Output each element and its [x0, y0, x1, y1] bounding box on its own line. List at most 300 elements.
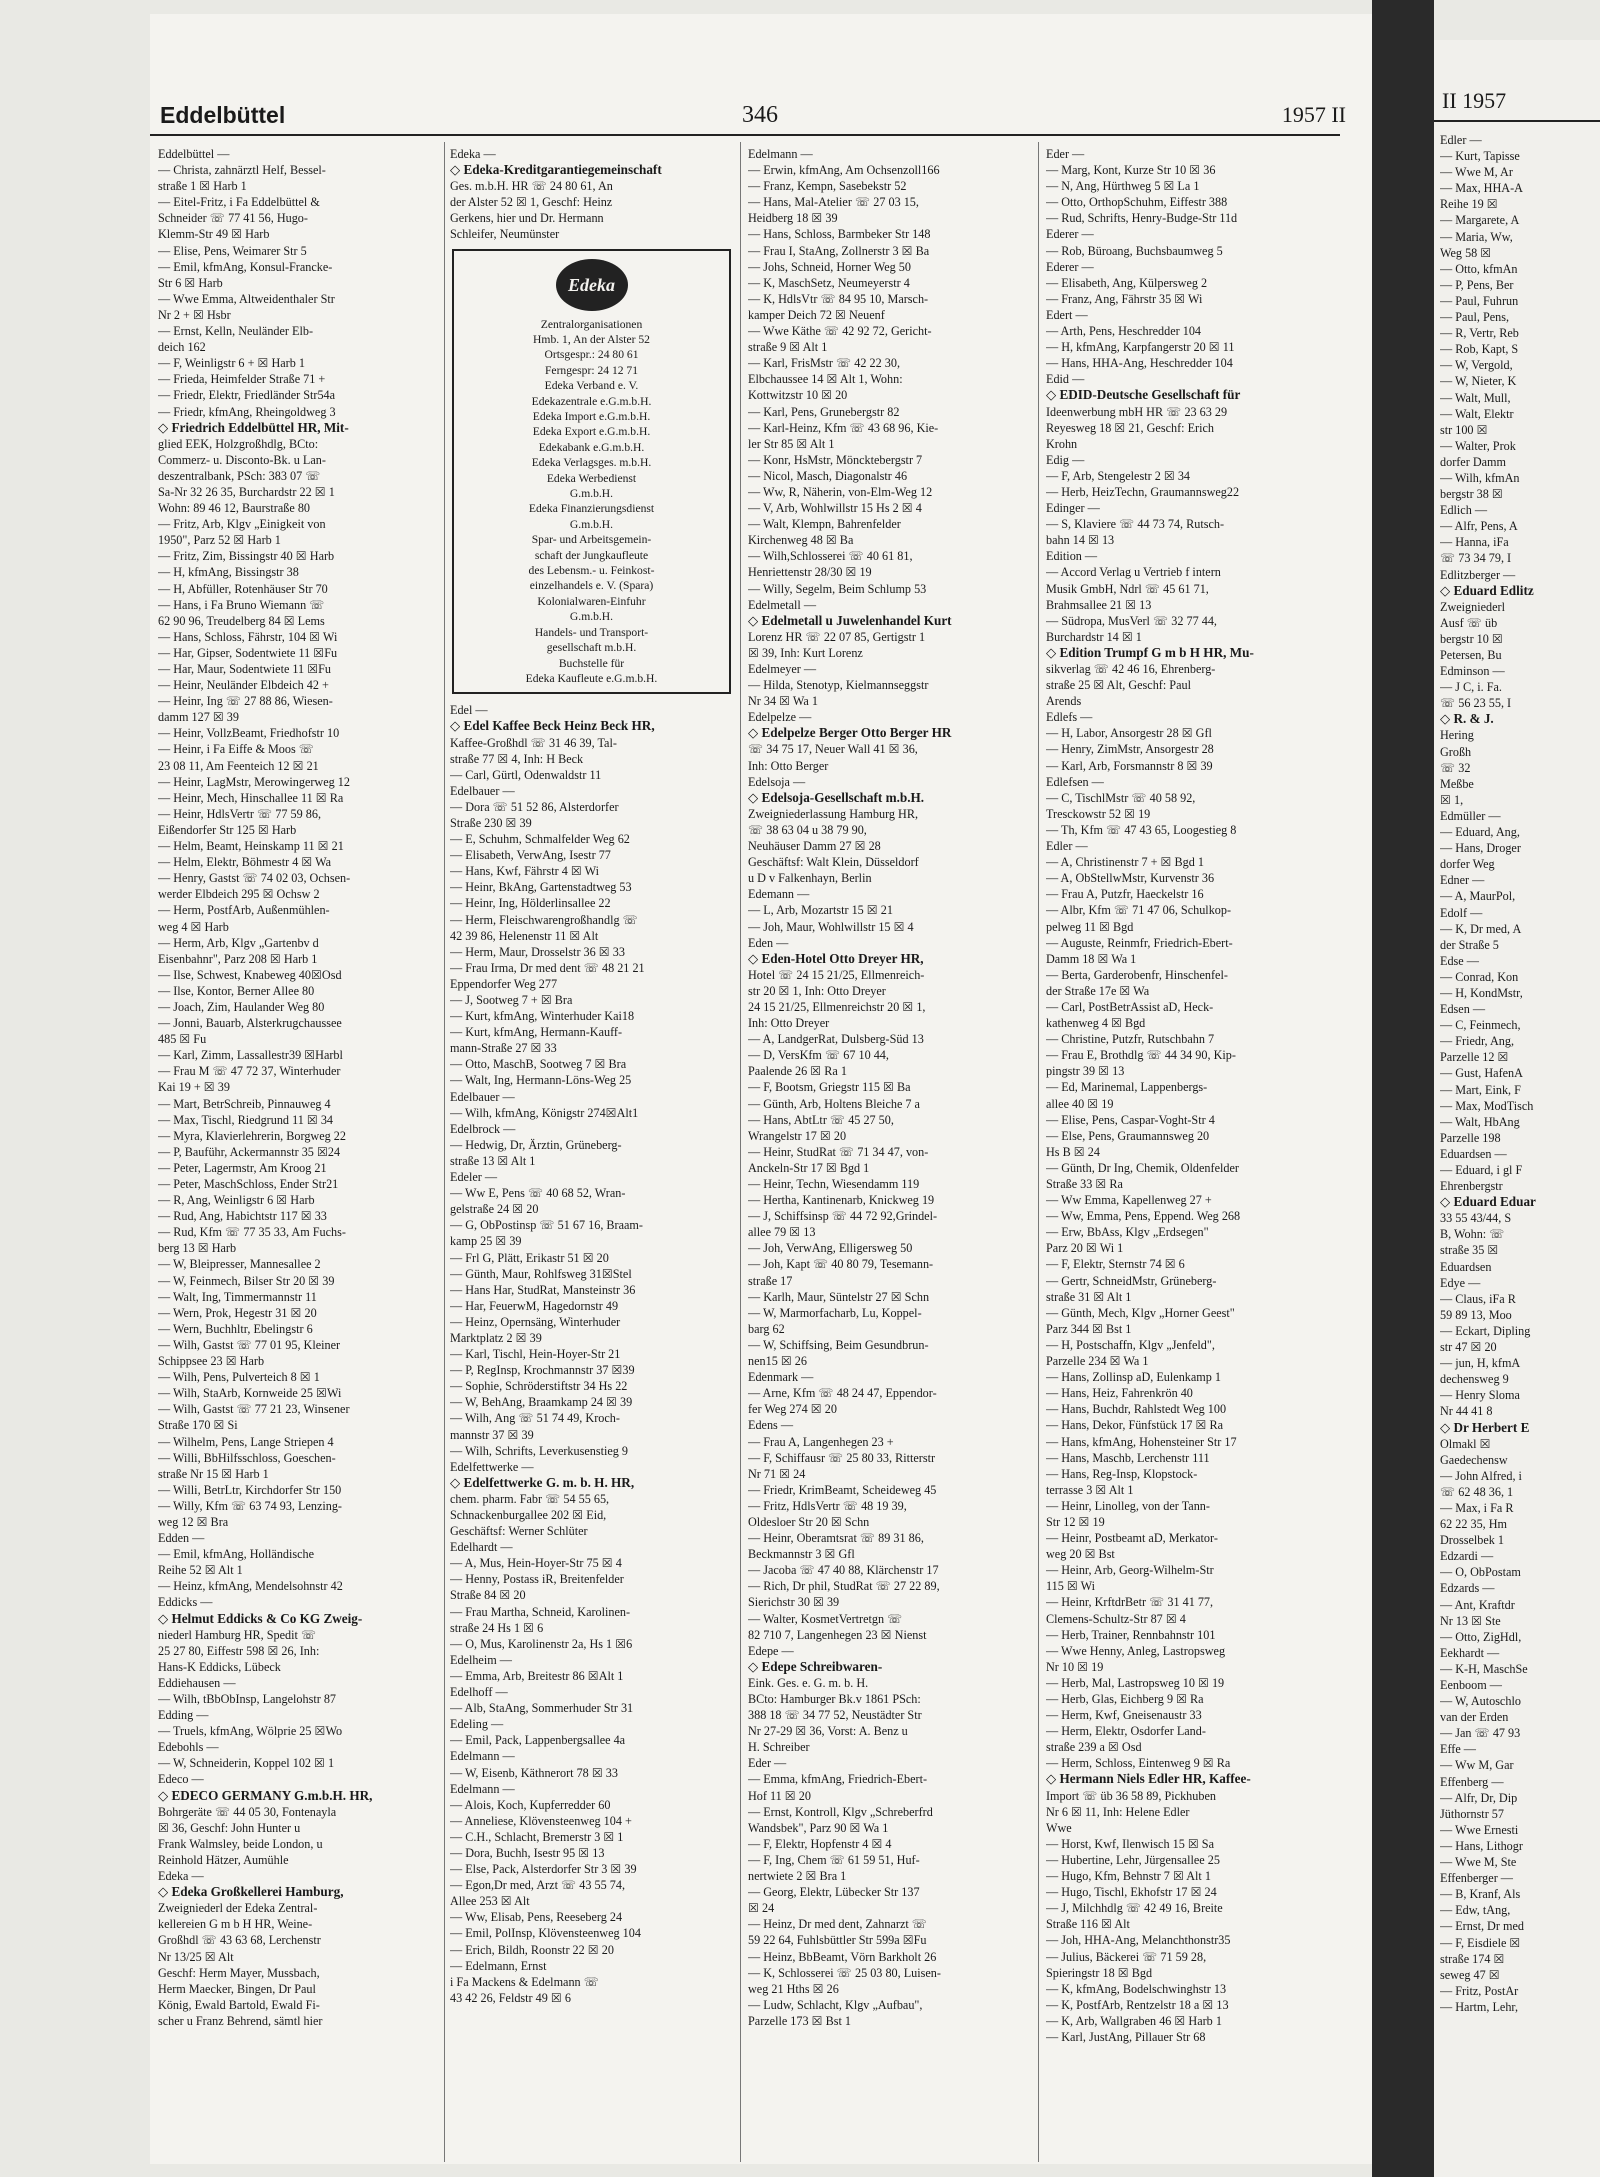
entry-line: — F, Weinligstr 6 + ☒ Harb 1	[158, 356, 305, 371]
entry-line: — J, Milchhdlg ☏ 42 49 16, Breite	[1046, 1901, 1223, 1916]
entry-line: Edeka Finanzierungsdienst	[528, 502, 655, 516]
entry-line: — Alois, Koch, Kupferredder 60	[450, 1797, 611, 1812]
entry-line: Meßbe	[1440, 776, 1474, 791]
entry-line: Kaffee-Großhdl ☏ 31 46 39, Tal-	[450, 735, 617, 750]
entry-line: dorfer Weg	[1440, 857, 1495, 872]
edeka-logo: Edeka	[556, 259, 628, 311]
entry-line: Eisenbahnr", Parz 208 ☒ Harb 1	[158, 951, 318, 966]
entry-line: Ges. m.b.H. HR ☏ 24 80 61, An	[450, 179, 613, 194]
entry-line: — C, TischlMstr ☏ 40 58 92,	[1046, 790, 1196, 805]
entry-line: — Ant, Kraftdr	[1440, 1597, 1515, 1612]
entry-line: — N, Ang, Hürthweg 5 ☒ La 1	[1046, 179, 1200, 194]
entry-line: Edekazentrale e.G.m.b.H.	[531, 394, 652, 408]
entry-line: Reinhold Hätzer, Aumühle	[158, 1852, 289, 1867]
entry-line: Klemm-Str 49 ☒ Harb	[158, 227, 270, 242]
facing-page	[1434, 40, 1600, 2177]
entry-line: Edinger —	[1046, 501, 1100, 516]
entry-line: Edens —	[748, 1418, 794, 1433]
entry-line: — H, Abfüller, Rotenhäuser Str 70	[158, 581, 328, 596]
entry-line: ◇ Eden-Hotel Otto Dreyer HR,	[748, 950, 924, 966]
entry-line: ◇ Edepe Schreibwaren-	[748, 1658, 883, 1674]
entry-line: Straße 170 ☒ Si	[158, 1418, 238, 1433]
entry-line: — Hans, Droger	[1440, 841, 1521, 856]
entry-line: — Max, HHA-A	[1440, 181, 1523, 196]
entry-line: str 47 ☒ 20	[1440, 1340, 1497, 1355]
entry-line: Bohrgeräte ☏ 44 05 30, Fontenayla	[158, 1804, 337, 1819]
entry-line: — Har, FeuerwM, Hagedornstr 49	[450, 1298, 619, 1313]
entry-line: niederl Hamburg HR, Spedit ☏	[158, 1627, 317, 1642]
entry-line: — Joh, VerwAng, Elligersweg 50	[748, 1241, 913, 1256]
entry-line: — Frau A, Langenhegen 23 +	[748, 1434, 894, 1449]
entry-line: Edzards —	[1440, 1581, 1495, 1596]
entry-line: — Herb, Glas, Eichberg 9 ☒ Ra	[1046, 1692, 1204, 1706]
entry-line: weg 21 Hths ☒ 26	[748, 1981, 839, 1996]
entry-line: — Walt, HbAng	[1440, 1114, 1520, 1129]
entry-line: Edelmetall —	[748, 597, 817, 612]
entry-line: — Elisabeth, Ang, Külpersweg 2	[1046, 275, 1208, 290]
entry-line: Eduardsen —	[1440, 1146, 1507, 1161]
entry-line: — Wilh, Ang ☏ 51 74 49, Kroch-	[450, 1411, 620, 1426]
entry-line: — Karl-Heinz, Kfm ☏ 43 68 96, Kie-	[748, 420, 939, 435]
entry-line: — A, ObStellwMstr, Kurvenstr 36	[1046, 871, 1215, 886]
entry-line: Edner —	[1440, 873, 1485, 888]
entry-line: Straße 84 ☒ 20	[450, 1588, 526, 1603]
entry-line: Parzelle 198	[1440, 1130, 1501, 1145]
entry-line: — Albr, Kfm ☏ 71 47 06, Schulkop-	[1046, 903, 1232, 918]
entry-line: — Henry Sloma	[1440, 1388, 1520, 1403]
entry-line: — Hartm, Lehr,	[1440, 1999, 1519, 2014]
entry-line: — Hubertine, Lehr, Jürgensallee 25	[1046, 1852, 1220, 1867]
page-number: 346	[742, 102, 778, 128]
entry-line: — Paul, Pens,	[1440, 310, 1510, 325]
entry-line: — Alfr, Pens, A	[1440, 519, 1518, 534]
entry-line: Paalende 26 ☒ Ra 1	[748, 1064, 847, 1079]
entry-line: Edeka —	[158, 1869, 204, 1884]
entry-line: — Hans, Schloss, Fährstr, 104 ☒ Wi	[158, 629, 338, 644]
entry-line: — Wwe Emma, Altweidenthaler Str	[158, 291, 335, 306]
entry-line: ☏ 56 23 55, I	[1440, 696, 1512, 711]
entry-line: — Conrad, Kon	[1440, 969, 1519, 984]
entry-line: — Franz, Ang, Fährstr 35 ☒ Wi	[1046, 291, 1203, 306]
entry-line: ☒ 1,	[1440, 792, 1464, 807]
entry-line: 59 89 13, Moo	[1440, 1307, 1512, 1322]
entry-line: — Herm, Kwf, Gneisenaustr 33	[1046, 1708, 1202, 1723]
entry-line: 59 22 64, Fuhlsbüttler Str 599a ☒Fu	[748, 1933, 927, 1948]
entry-line: Nr 13 ☒ Ste	[1440, 1613, 1501, 1628]
entry-line: — B, Kranf, Als	[1440, 1887, 1521, 1902]
entry-line: — Heinr, Mech, Hinschallee 11 ☒ Ra	[158, 790, 344, 805]
entry-line: — Heinr, LagMstr, Merowingerweg 12	[158, 774, 350, 789]
entry-line: straße 24 Hs 1 ☒ 6	[450, 1620, 544, 1635]
header-rule	[150, 134, 1340, 136]
entry-line: — K, Schlosserei ☏ 25 03 80, Luisen-	[748, 1965, 941, 1980]
entry-line: Großh	[1440, 744, 1472, 759]
entry-line: — Wilh, kfmAn	[1440, 470, 1520, 485]
entry-line: Edelbauer —	[450, 1089, 515, 1104]
entry-line: — Hugo, Kfm, Behnstr 7 ☒ Alt 1	[1046, 1869, 1211, 1884]
entry-line: — P, Pens, Ber	[1440, 277, 1514, 292]
entry-line: 115 ☒ Wi	[1046, 1579, 1096, 1594]
entry-line: 62 90 96, Treudelberg 84 ☒ Lems	[158, 613, 325, 628]
entry-line: — Alfr, Dr, Dip	[1440, 1790, 1518, 1805]
entry-line: Effenberg —	[1440, 1774, 1504, 1789]
entry-line: — Fritz, Zim, Bissingstr 40 ☒ Harb	[158, 549, 335, 564]
entry-line: Eenboom —	[1440, 1678, 1502, 1692]
entry-line: — H, KondMstr,	[1440, 985, 1523, 1000]
entry-line: Edmüller —	[1440, 808, 1501, 823]
entry-line: — A, MaurPol,	[1440, 889, 1516, 904]
entry-line: — Heinr, KrftdrBetr ☏ 31 41 77,	[1046, 1595, 1214, 1610]
entry-line: Edeka Verband e. V.	[544, 379, 639, 393]
entry-line: — C.H., Schlacht, Bremerstr 3 ☒ 1	[450, 1829, 624, 1844]
entry-line: — Rud, Ang, Habichtstr 117 ☒ 33	[158, 1209, 327, 1224]
entry-line: Anckeln-Str 17 ☒ Bgd 1	[748, 1160, 870, 1175]
entry-line: Ehrenbergstr	[1440, 1179, 1503, 1194]
entry-line: — Friedr, Ang,	[1440, 1034, 1514, 1049]
entry-line: — Berta, Garderobenfr, Hinschenfel-	[1046, 967, 1228, 982]
entry-line: — Myra, Klavierlehrerin, Borgweg 22	[158, 1128, 346, 1143]
entry-line: Import ☏ üb 36 58 89, Pickhuben	[1046, 1788, 1216, 1803]
entry-line: H. Schreiber	[748, 1740, 810, 1755]
entry-line: — G, ObPostinsp ☏ 51 67 16, Braam-	[450, 1218, 643, 1233]
entry-line: — Wern, Prok, Hegestr 31 ☒ 20	[158, 1305, 317, 1320]
entry-line: 24 15 21/25, Ellmenreichstr 20 ☒ 1,	[748, 999, 926, 1014]
entry-line: dechensweg 9	[1440, 1372, 1509, 1387]
entry-line: berg 13 ☒ Harb	[158, 1241, 237, 1256]
entry-line: ◇ Edelsoja-Gesellschaft m.b.H.	[748, 789, 925, 805]
entry-line: — Wilh, Schrifts, Leverkusenstieg 9	[450, 1443, 629, 1458]
entry-line: — L, Arb, Mozartstr 15 ☒ 21	[748, 903, 893, 918]
entry-line: 25 27 80, Eiffestr 598 ☒ 26, Inh:	[158, 1643, 320, 1658]
entry-line: Nr 10 ☒ 19	[1046, 1659, 1104, 1674]
entry-line: — Herm, Arb, Klgv „Gartenbv d	[158, 935, 319, 950]
entry-line: — Paul, Fuhrun	[1440, 293, 1519, 308]
entry-line: str 100 ☒	[1440, 422, 1488, 437]
facing-page-header: II 1957	[1442, 88, 1507, 113]
entry-line: — Hans, Mal-Atelier ☏ 27 03 15,	[748, 195, 919, 210]
entry-line: ☒ 24	[748, 1901, 775, 1916]
entry-line: — Frau M ☏ 47 72 37, Winterhuder	[158, 1064, 341, 1079]
entry-line: scher u Franz Behrend, sämtl hier	[158, 2013, 323, 2028]
entry-line: Jüthornstr 57	[1440, 1806, 1504, 1821]
entry-line: Beckmannstr 3 ☒ Gfl	[748, 1547, 855, 1562]
entry-line: — K, Dr med, A	[1440, 921, 1522, 936]
entry-line: Geschf: Herm Mayer, Mussbach,	[158, 1965, 320, 1980]
entry-line: kamp 25 ☒ 39	[450, 1234, 522, 1249]
entry-line: Edeco —	[158, 1772, 204, 1787]
entry-line: Zweigniederl der Edeka Zentral-	[158, 1901, 318, 1916]
entry-line: — Horst, Kwf, Ilenwisch 15 ☒ Sa	[1046, 1836, 1214, 1851]
entry-line: ◇ Friedrich Eddelbüttel HR, Mit-	[158, 419, 349, 435]
entry-line: Weg 58 ☒	[1440, 245, 1492, 260]
entry-line: — Wilh, Gastst ☏ 77 21 23, Winsener	[158, 1402, 350, 1417]
entry-line: Ideenwerbung mbH HR ☏ 23 63 29	[1046, 404, 1228, 419]
entry-line: Parzelle 173 ☒ Bst 1	[748, 2013, 851, 2028]
entry-line: ◇ R. & J.	[1440, 711, 1494, 727]
entry-line: Ferngespr: 24 12 71	[544, 363, 639, 377]
entry-line: — Erwin, kfmAng, Am Ochsenzoll166	[748, 163, 940, 178]
entry-line: — Heinz, kfmAng, Mendelsohnstr 42	[158, 1579, 343, 1594]
entry-line: — Willi, BetrLtr, Kirchdorfer Str 150	[158, 1482, 342, 1497]
entry-line: — Hans, Kwf, Fährstr 4 ☒ Wi	[450, 864, 599, 879]
directory-page	[150, 14, 1372, 2164]
entry-line: Reihe 52 ☒ Alt 1	[158, 1563, 243, 1578]
entry-line: — Wwe M, Ste	[1440, 1855, 1517, 1870]
entry-line: — F, Elektr, Sternstr 74 ☒ 6	[1046, 1257, 1185, 1272]
entry-line: Edding —	[158, 1708, 209, 1723]
entry-line: — Hans, Buchdr, Rahlstedt Weg 100	[1046, 1402, 1227, 1417]
entry-line: ◇ Helmut Eddicks & Co KG Zweig-	[158, 1610, 363, 1626]
entry-line: — W, Schiffsing, Beim Gesundbrun-	[748, 1337, 929, 1352]
entry-line: Edzardi —	[1440, 1549, 1494, 1564]
entry-line: Eduardsen	[1440, 1259, 1492, 1274]
entry-line: Schneider ☏ 77 41 56, Hugo-	[158, 211, 308, 226]
entry-line: — Günth, Mech, Klgv „Horner Geest"	[1046, 1305, 1235, 1320]
entry-line: ◇ EDECO GERMANY G.m.b.H. HR,	[158, 1787, 373, 1803]
entry-line: — Mart, BetrSchreib, Pinnauweg 4	[158, 1096, 331, 1111]
entry-line: — Frau E, Brothdlg ☏ 44 34 90, Kip-	[1046, 1048, 1236, 1063]
entry-line: Inh: Otto Dreyer	[748, 1016, 830, 1031]
column-divider	[1038, 142, 1039, 2162]
entry-line: Ausf ☏ üb	[1440, 615, 1498, 630]
entry-line: — Otto, MaschB, Sootweg 7 ☒ Bra	[450, 1057, 627, 1072]
entry-line: — Erich, Bildh, Roonstr 22 ☒ 20	[450, 1942, 614, 1957]
entry-line: — Th, Kfm ☏ 47 43 65, Loogestieg 8	[1046, 822, 1237, 837]
entry-line: — H, kfmAng, Bissingstr 38	[158, 565, 299, 580]
entry-line: Kai 19 + ☒ 39	[158, 1080, 230, 1095]
entry-line: B, Wohn: ☏	[1440, 1227, 1505, 1242]
entry-line: Hering	[1440, 728, 1474, 743]
entry-line: — Hans, AbtLtr ☏ 45 27 50,	[748, 1112, 894, 1127]
entry-line: Hans-K Eddicks, Lübeck	[158, 1659, 281, 1674]
entry-line: Sierichstr 30 ☒ 39	[748, 1595, 840, 1610]
entry-line: — Eduard, Ang,	[1440, 825, 1520, 840]
entry-line: — D, VersKfm ☏ 67 10 44,	[748, 1048, 889, 1063]
entry-line: Parz 344 ☒ Bst 1	[1046, 1321, 1132, 1336]
entry-line: ◇ Edelpelze Berger Otto Berger HR	[748, 725, 952, 741]
running-head-year: 1957 II	[1281, 102, 1346, 127]
entry-line: straße 77 ☒ 4, Inh: H Beck	[450, 751, 584, 766]
entry-line: — Truels, kfmAng, Wölprie 25 ☒Wo	[158, 1724, 343, 1739]
entry-line: Kottwitzstr 10 ☒ 20	[748, 388, 848, 403]
entry-line: — Karlh, Maur, Süntelstr 27 ☒ Schn	[748, 1289, 930, 1304]
entry-line: Reihe 19 ☒	[1440, 197, 1498, 212]
entry-line: straße 13 ☒ Alt 1	[450, 1153, 536, 1168]
entry-line: — Heinr, BkAng, Gartenstadtweg 53	[450, 880, 632, 895]
entry-line: bahn 14 ☒ 13	[1046, 533, 1115, 548]
entry-line: — Hedwig, Dr, Ärztin, Grüneberg-	[450, 1137, 622, 1152]
entry-line: schaft der Jungkaufleute	[534, 548, 649, 562]
entry-line: — P, RegInsp, Krochmannstr 37 ☒39	[450, 1363, 635, 1378]
entry-line: Edert —	[1046, 307, 1088, 322]
entry-line: — Emil, kfmAng, Holländische	[158, 1547, 315, 1562]
entry-line: — Heinr, Oberamtsrat ☏ 89 31 86,	[748, 1531, 924, 1546]
entry-line: — Frau Martha, Schneid, Karolinen-	[450, 1604, 631, 1619]
entry-line: — Else, Pens, Graumannsweg 20	[1046, 1128, 1210, 1143]
entry-line: ◇ Edition Trumpf G m b H HR, Mu-	[1046, 644, 1254, 660]
entry-line: Edelmann —	[450, 1781, 515, 1796]
entry-line: Hs B ☒ 24	[1046, 1144, 1100, 1159]
entry-line: ☏ 38 63 04 u 38 79 90,	[748, 822, 867, 837]
entry-line: — Hans, Zollinsp aD, Eulenkamp 1	[1046, 1370, 1221, 1385]
entry-line: — Karl, Tischl, Hein-Hoyer-Str 21	[450, 1347, 621, 1362]
entry-line: Elbchaussee 14 ☒ Alt 1, Wohn:	[748, 372, 903, 387]
entry-line: pelweg 11 ☒ Bgd	[1046, 919, 1134, 934]
entry-line: deszentralbank, PSch: 383 07 ☏	[158, 468, 321, 483]
entry-line: Geschäftsf: Walt Klein, Düsseldorf	[748, 855, 919, 870]
entry-line: einzelhandels e. V. (Spara)	[529, 579, 654, 593]
entry-line: Edse —	[1440, 953, 1479, 968]
entry-line: — Walt, Klempn, Bahrenfelder	[748, 517, 901, 532]
entry-line: Buchstelle für	[558, 656, 625, 670]
entry-line: — Südropa, MusVerl ☏ 32 77 44,	[1046, 613, 1217, 628]
entry-line: — Emil, Pack, Lappenbergsallee 4a	[450, 1733, 626, 1748]
entry-line: sikverlag ☏ 42 46 16, Ehrenberg-	[1046, 662, 1216, 676]
entry-line: Edelheim —	[450, 1652, 512, 1667]
entry-line: Musik GmbH, Ndrl ☏ 45 61 71,	[1046, 581, 1209, 596]
entry-line: — Hans, i Fa Bruno Wiemann ☏	[158, 597, 325, 612]
entry-line: — Frl G, Plätt, Erikastr 51 ☒ 20	[450, 1250, 609, 1265]
entry-line: Lorenz HR ☏ 22 07 85, Gertigstr 1	[748, 629, 926, 644]
entry-line: Edeka Verlagsges. m.b.H.	[531, 456, 652, 470]
entry-line: — W, Bleipresser, Mannesallee 2	[158, 1257, 321, 1272]
entry-line: Brahmsallee 21 ☒ 13	[1046, 597, 1152, 612]
entry-line: — Karl, Pens, Grunebergstr 82	[748, 404, 900, 419]
entry-line: — Else, Pack, Alsterdorfer Str 3 ☒ 39	[450, 1862, 637, 1877]
entry-line: — R, Vertr, Reb	[1440, 326, 1519, 341]
entry-line: Edye —	[1440, 1275, 1481, 1290]
entry-line: — Mart, Eink, F	[1440, 1082, 1521, 1097]
entry-line: — Friedr, KrimBeamt, Scheideweg 45	[748, 1482, 937, 1497]
entry-line: — Max, ModTisch	[1440, 1098, 1534, 1113]
entry-line: Henriettenstr 28/30 ☒ 19	[748, 565, 872, 580]
entry-line: — Ed, Marinemal, Lappenbergs-	[1046, 1080, 1208, 1095]
entry-line: — W, Feinmech, Bilser Str 20 ☒ 39	[158, 1273, 335, 1288]
entry-line: Straße 116 ☒ Alt	[1046, 1917, 1130, 1932]
entry-line: — Ww E, Pens ☏ 40 68 52, Wran-	[450, 1186, 626, 1201]
entry-line: Hotel ☏ 24 15 21/25, Ellmenreich-	[748, 967, 925, 982]
page-header	[150, 102, 1372, 142]
entry-line: — Ernst, Kontroll, Klgv „Schreberfrd	[748, 1804, 933, 1819]
entry-line: mannstr 37 ☒ 39	[450, 1427, 534, 1442]
entry-line: — O, Mus, Karolinenstr 2a, Hs 1 ☒6	[450, 1636, 633, 1651]
entry-line: ◇ Dr Herbert E	[1440, 1419, 1530, 1435]
entry-line: — Friedr, Elektr, Friedländer Str54a	[158, 388, 336, 403]
entry-line: — Emma, Arb, Breitestr 86 ☒Alt 1	[450, 1668, 624, 1683]
entry-line: — Claus, iFa R	[1440, 1291, 1516, 1306]
column-4	[1046, 146, 1336, 2045]
entry-line: — A, LandgerRat, Dulsberg-Süd 13	[748, 1032, 924, 1047]
entry-line: Nr 27-29 ☒ 36, Vorst: A. Benz u	[748, 1724, 908, 1739]
entry-line: straße 31 ☒ Alt 1	[1046, 1289, 1132, 1304]
entry-line: — Ernst, Kelln, Neuländer Elb-	[158, 324, 314, 339]
entry-line: straße 9 ☒ Alt 1	[748, 340, 828, 355]
entry-line: G.m.b.H.	[569, 487, 614, 501]
entry-line: — R, Ang, Weinligstr 6 ☒ Harb	[158, 1193, 315, 1208]
entry-line: Straße 33 ☒ Ra	[1046, 1177, 1123, 1191]
entry-line: — Otto, ZigHdl,	[1440, 1629, 1522, 1644]
entry-line: der Straße 17e ☒ Wa	[1046, 983, 1150, 998]
entry-line: Olmakl ☒	[1440, 1436, 1491, 1451]
entry-line: allee 40 ☒ 19	[1046, 1096, 1114, 1111]
entry-line: Nr 34 ☒ Wa 1	[748, 694, 818, 709]
entry-line: Heidberg 18 ☒ 39	[748, 211, 838, 226]
entry-line: ☒ 39, Inh: Kurt Lorenz	[748, 645, 863, 660]
entry-line: — C, Feinmech,	[1440, 1018, 1521, 1033]
entry-line: Parz 20 ☒ Wi 1	[1046, 1241, 1124, 1256]
entry-line: — Emil, kfmAng, Konsul-Francke-	[158, 259, 333, 274]
entry-line: gelstraße 24 ☒ 20	[450, 1202, 539, 1217]
entry-line: i Fa Mackens & Edelmann ☏	[450, 1974, 599, 1989]
entry-line: Schippsee 23 ☒ Harb	[158, 1354, 265, 1369]
entry-line: — Hans, HHA-Ang, Heschredder 104	[1046, 356, 1233, 371]
entry-line: Gerkens, hier und Dr. Hermann	[450, 211, 604, 226]
entry-line: — Dora, Buchh, Isestr 95 ☒ 13	[450, 1845, 605, 1860]
entry-line: — Konr, HsMstr, Möncktebergstr 7	[748, 452, 923, 467]
entry-line: — Walt, Ing, Hermann-Löns-Weg 25	[450, 1073, 632, 1088]
entry-line: ◇ Eduard Eduar	[1440, 1194, 1536, 1210]
entry-line: Schleifer, Neumünster	[450, 227, 560, 242]
entry-line: ☏ 73 34 79, I	[1440, 551, 1512, 566]
entry-line: — Wwe M, Ar	[1440, 165, 1513, 180]
entry-line: — J, Sootweg 7 + ☒ Bra	[450, 993, 573, 1007]
entry-line: Edden —	[158, 1531, 205, 1546]
entry-line: — Eitel-Fritz, i Fa Eddelbüttel &	[158, 195, 320, 210]
entry-line: Eink. Ges. e. G. m. b. H.	[748, 1675, 869, 1690]
entry-line: — Eduard, i gl F	[1440, 1163, 1523, 1177]
entry-line: — Elise, Pens, Weimarer Str 5	[158, 243, 307, 258]
entry-line: — Arne, Kfm ☏ 48 24 47, Eppendor-	[748, 1386, 937, 1401]
entry-line: — F, Bootsm, Griegstr 115 ☒ Ba	[748, 1080, 911, 1095]
book-gutter	[1372, 0, 1434, 2177]
entry-line: — Gertr, SchneidMstr, Grüneberg-	[1046, 1273, 1217, 1288]
entry-line: — Heinr, HdlsVertr ☏ 77 59 86,	[158, 806, 322, 821]
entry-line: — Fritz, PostAr	[1440, 1983, 1519, 1998]
entry-line: Edelfettwerke —	[450, 1459, 534, 1474]
entry-line: — Hans, Reg-Insp, Klopstock-	[1046, 1466, 1198, 1481]
entry-line: — Marg, Kont, Kurze Str 10 ☒ 36	[1046, 163, 1216, 178]
entry-line: — Heinr, Arb, Georg-Wilhelm-Str	[1046, 1563, 1214, 1578]
entry-line: ☏ 62 48 36, 1	[1440, 1484, 1514, 1499]
entry-line: — S, Klaviere ☏ 44 73 74, Rutsch-	[1046, 517, 1225, 532]
entry-line: Edelmann —	[450, 1749, 515, 1764]
entry-line: — Walter, KosmetVertretgn ☏	[748, 1611, 903, 1626]
entry-line: — Arth, Pens, Heschredder 104	[1046, 324, 1202, 339]
entry-line: Sa-Nr 32 26 35, Burchardstr 22 ☒ 1	[158, 484, 335, 499]
entry-line: kamper Deich 72 ☒ Neuenf	[748, 307, 885, 322]
entry-line: Eißendorfer Str 125 ☒ Harb	[158, 822, 297, 837]
entry-line: weg 4 ☒ Harb	[158, 919, 229, 934]
entry-line: Edlefs —	[1046, 710, 1093, 725]
entry-line: Petersen, Bu	[1440, 648, 1502, 662]
entry-line: straße 25 ☒ Alt, Geschf: Paul	[1046, 678, 1191, 693]
entry-line: — Henry, Gastst ☏ 74 02 03, Ochsen-	[158, 871, 351, 886]
entry-line: Edeka Werbedienst	[546, 471, 637, 485]
entry-line: — Heinr, Ing, Hölderlinsallee 22	[450, 896, 611, 911]
entry-line: — Rud, Schrifts, Henry-Budge-Str 11d	[1046, 211, 1238, 226]
entry-line: — Christine, Putzfr, Rutschbahn 7	[1046, 1032, 1215, 1047]
entry-line: 388 18 ☏ 34 77 52, Neustädter Str	[748, 1708, 922, 1723]
entry-line: — Georg, Elektr, Lübecker Str 137	[748, 1885, 920, 1900]
column-1	[158, 146, 441, 2029]
entry-line: — Hans, kfmAng, Hohensteiner Str 17	[1046, 1434, 1237, 1449]
entry-line: ◇ EDID-Deutsche Gesellschaft für	[1046, 387, 1241, 403]
entry-line: 485 ☒ Fu	[158, 1032, 207, 1047]
entry-line: der Alster 52 ☒ 1, Geschf: Heinz	[450, 195, 613, 210]
entry-line: — Friedr, kfmAng, Rheingoldweg 3	[158, 404, 336, 419]
entry-line: str 20 ☒ 1, Inh: Otto Dreyer	[748, 983, 886, 998]
entry-line: Edepe —	[748, 1643, 794, 1658]
